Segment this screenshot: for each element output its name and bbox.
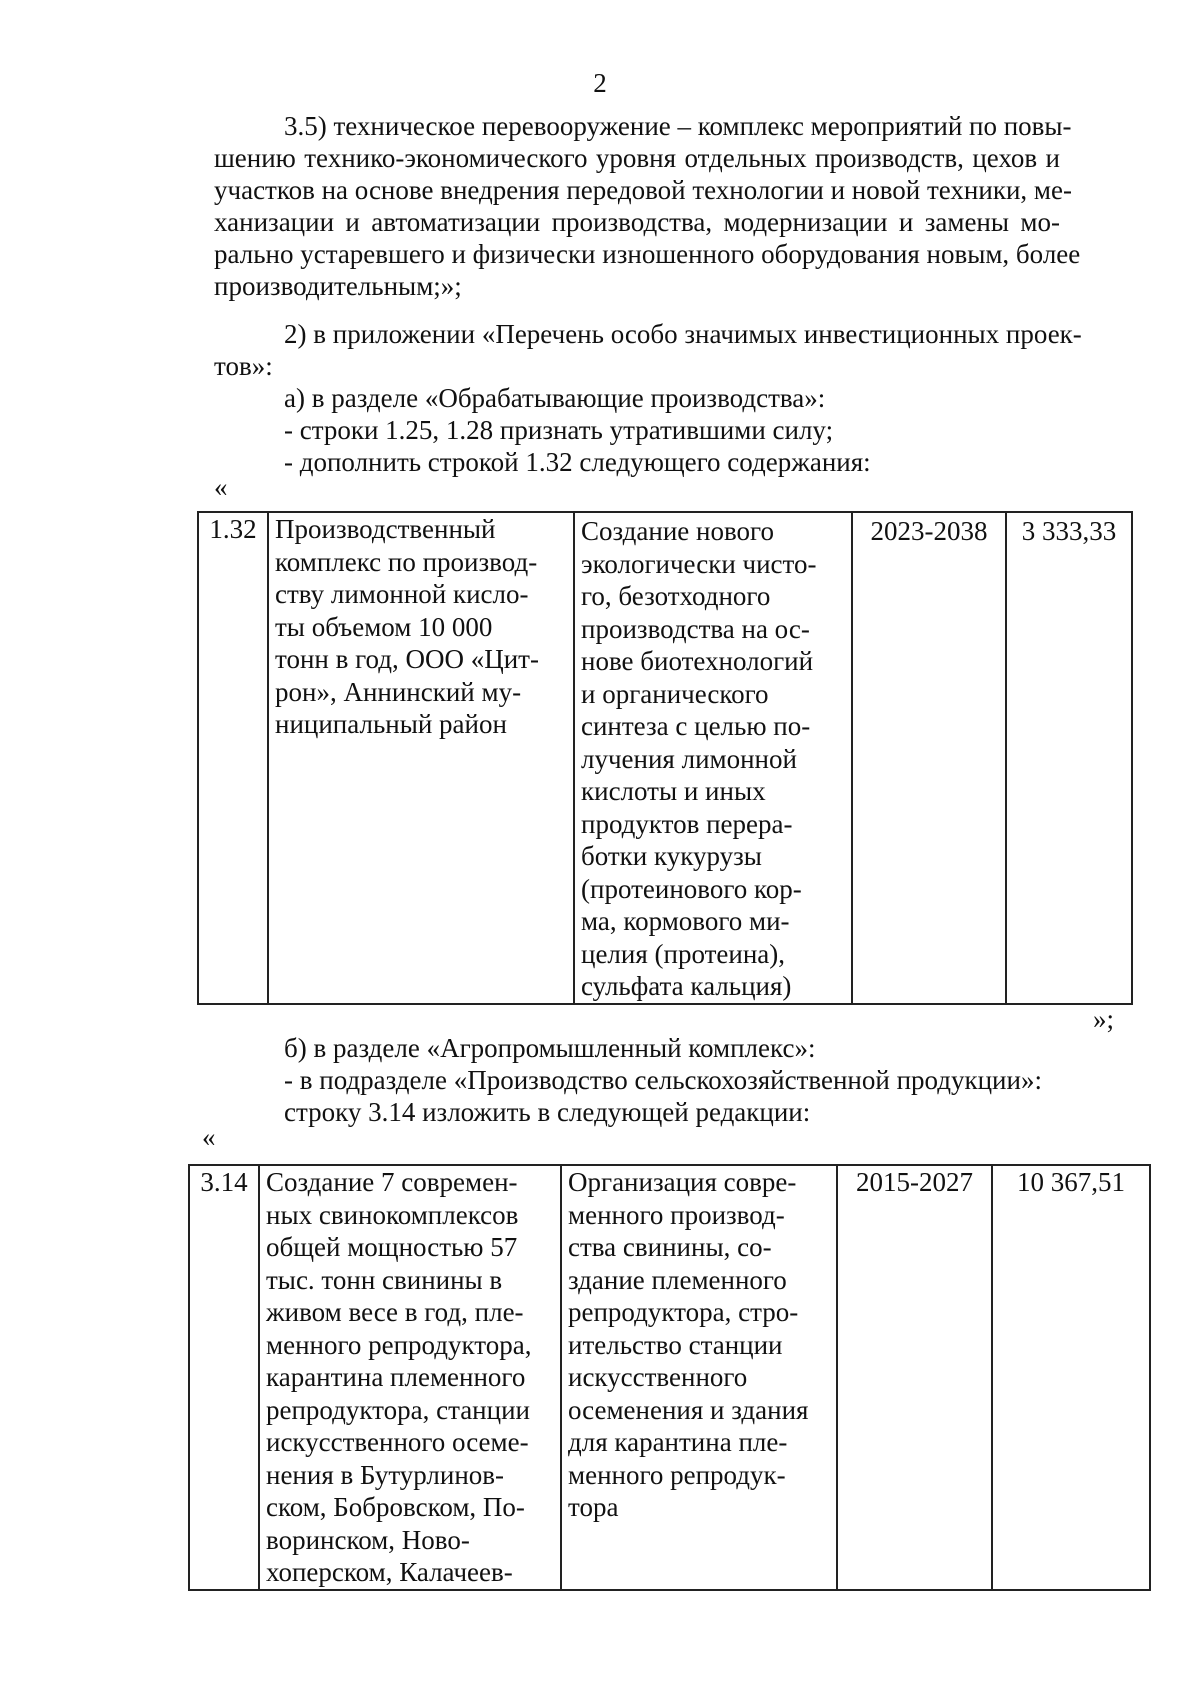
cell-line: хоперском, Калачеев- bbox=[266, 1557, 513, 1587]
cell-line: ству лимонной кисло- bbox=[275, 579, 529, 609]
cell-line: ботки кукурузы bbox=[581, 841, 762, 871]
text-line: шению технико-экономического уровня отдельных производств, цехов и bbox=[214, 143, 1060, 173]
section-b-title: б) в разделе «Агропромышленный комплекс»: bbox=[284, 1033, 816, 1063]
cell-line: синтеза с целью по- bbox=[581, 711, 811, 741]
cell-line: репродуктора, станции bbox=[266, 1394, 530, 1425]
cell-line: го, безотходного bbox=[581, 581, 771, 611]
cell-line: для карантина пле- bbox=[568, 1427, 788, 1457]
section-b-instruction: строку 3.14 изложить в следующей редакции: bbox=[284, 1097, 811, 1127]
closing-quote: »; bbox=[1093, 1004, 1115, 1034]
table-row-1-32 bbox=[197, 511, 1133, 1005]
cell-line: ства свинины, со- bbox=[568, 1232, 772, 1262]
investment-amount: 3 333,33 bbox=[1006, 512, 1132, 1004]
cell-line: ма, кормового ми- bbox=[581, 906, 790, 936]
cell-line: менного репродуктора, bbox=[266, 1329, 532, 1360]
cell-line: искусственного осеме- bbox=[266, 1427, 529, 1457]
cell-line: (протеинового кор- bbox=[581, 873, 802, 904]
text-line: участков на основе внедрения передовой технологии и новой техники, ме- bbox=[214, 175, 1072, 205]
text-line: 3.5) техническое перевооружение – комплекс мероприятий по повы- bbox=[284, 111, 1072, 141]
cell-line: тора bbox=[568, 1492, 619, 1522]
cell-line: живом весе в год, пле- bbox=[266, 1297, 524, 1327]
cell-line: экологически чисто- bbox=[581, 548, 817, 579]
cell-line: рон», Аннинский му- bbox=[275, 676, 522, 707]
text-line: рально устаревшего и физически изношенного оборудования новым, более bbox=[214, 239, 1081, 269]
cell-line: Создание 7 современ- bbox=[266, 1167, 518, 1197]
cell-line: нове биотехнологий bbox=[581, 646, 814, 676]
cell-line: здание племенного bbox=[568, 1264, 787, 1295]
cell-line: и органического bbox=[581, 678, 769, 709]
cell-line: воринском, Ново- bbox=[266, 1524, 470, 1555]
cell-line: осеменения и здания bbox=[568, 1394, 809, 1425]
cell-line: ском, Бобровском, По- bbox=[266, 1492, 525, 1522]
implementation-period: 2023-2038 bbox=[852, 512, 1006, 1004]
cell-line: Организация совре- bbox=[568, 1167, 797, 1197]
cell-line: продуктов перера- bbox=[581, 808, 793, 839]
cell-line: производства на ос- bbox=[581, 613, 810, 644]
table-row-3-14 bbox=[188, 1164, 1151, 1591]
cell-line: тыс. тонн свинины в bbox=[266, 1264, 503, 1295]
cell-line: Создание нового bbox=[581, 516, 774, 546]
project-name bbox=[259, 1165, 561, 1590]
cell-line: репродуктора, стро- bbox=[568, 1297, 799, 1327]
project-name bbox=[268, 512, 574, 1004]
project-goal bbox=[561, 1165, 837, 1590]
cell-line: целия (протеина), bbox=[581, 938, 786, 969]
cell-line: ниципальный район bbox=[275, 709, 507, 739]
row-number: 3.14 bbox=[189, 1165, 259, 1590]
opening-quote: « bbox=[214, 472, 228, 502]
text-line: ханизации и автоматизации производства, модернизации и замены мо- bbox=[214, 207, 1060, 237]
cell-line: менного производ- bbox=[568, 1199, 785, 1230]
cell-line: тонн в год, ООО «Цит- bbox=[275, 644, 539, 674]
row-number: 1.32 bbox=[198, 512, 268, 1004]
cell-line: искусственного bbox=[568, 1362, 748, 1392]
paragraph-3-5 bbox=[214, 110, 1081, 302]
investment-amount: 10 367,51 bbox=[992, 1165, 1150, 1590]
cell-line: комплекс по производ- bbox=[275, 546, 538, 577]
page-number: 2 bbox=[593, 68, 607, 98]
text-line: тов»: bbox=[214, 351, 273, 381]
section-b-subsection: - в подразделе «Производство сельскохозяйственной продукции»: bbox=[284, 1065, 1042, 1095]
cell-line: карантина племенного bbox=[266, 1362, 526, 1392]
implementation-period: 2015-2027 bbox=[837, 1165, 992, 1590]
section-b bbox=[214, 1032, 1060, 1128]
cell-line: ты объемом 10 000 bbox=[275, 611, 493, 642]
cell-line: общей мощностью 57 bbox=[266, 1232, 518, 1262]
section-a bbox=[214, 382, 1060, 478]
section-a-title: а) в разделе «Обрабатывающие производства»: bbox=[284, 383, 826, 413]
cell-line: лучения лимонной bbox=[581, 743, 797, 774]
opening-quote-2: « bbox=[202, 1122, 216, 1152]
paragraph-2 bbox=[214, 318, 1082, 382]
cell-line: ных свинокомплексов bbox=[266, 1199, 519, 1230]
project-goal bbox=[574, 512, 852, 1004]
cell-line: кислоты и иных bbox=[581, 776, 766, 806]
text-line: производительным;»; bbox=[214, 271, 462, 301]
section-a-item-2: - дополнить строкой 1.32 следующего содержания: bbox=[284, 447, 871, 477]
cell-line: нения в Бутурлинов- bbox=[266, 1459, 505, 1490]
text-line: 2) в приложении «Перечень особо значимых инвестиционных проек- bbox=[284, 319, 1082, 349]
cell-line: ительство станции bbox=[568, 1329, 783, 1360]
cell-line: менного репродук- bbox=[568, 1459, 786, 1490]
cell-line: Производственный bbox=[275, 514, 496, 544]
cell-line: сульфата кальция) bbox=[581, 971, 792, 1001]
section-a-item-1: - строки 1.25, 1.28 признать утратившими силу; bbox=[284, 415, 834, 445]
